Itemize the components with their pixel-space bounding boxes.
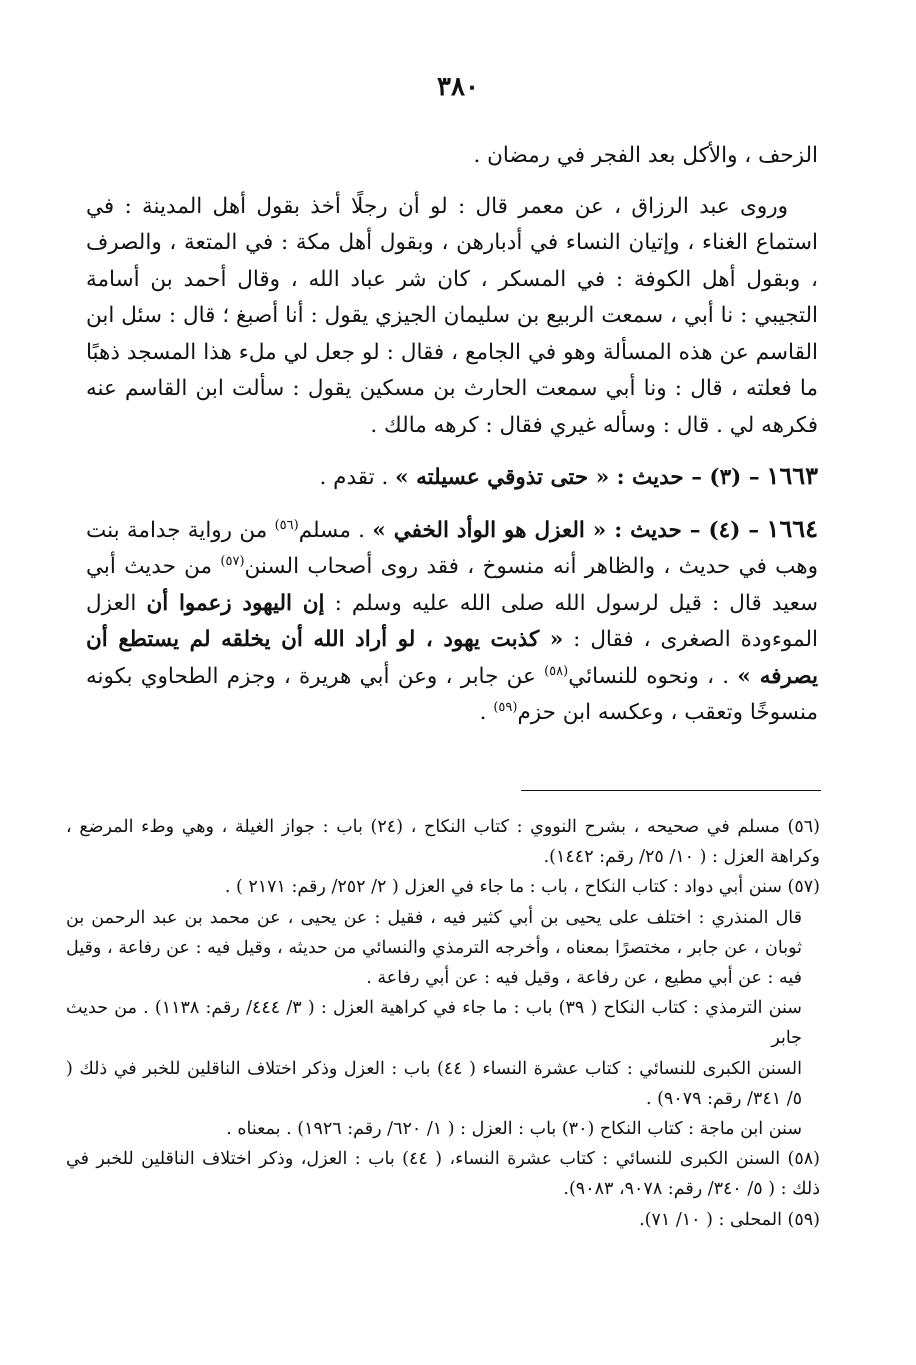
hadith-heading: – (٤) – حديث : « العزل هو الوأد الخفي » xyxy=(372,517,760,543)
footnote-57-continued: السنن الكبرى للنسائي : كتاب عشرة النساء ( ٤٤) باب : العزل وذكر اختلاف الناقلين للخبر في ذلك ( ٥/ ٣٤١/ رقم: ٩٠٧٩) . xyxy=(66,1058,802,1109)
footnote-57-continued: قال المنذري : اختلف على يحيى بن أبي كثير فيه ، فقيل : عن يحيى ، عن محمد بن عبد الرحمن بن ثوبان ، عن جابر ، مختصرًا بمعناه ، وأخرجه الترمذي والنسائي من حديثه ، وقيل فيه : عن رفاعة ، وقيل فيه : عن أبي مطيع ، عن رفاعة ، وقيل فيه : عن أبي رفاعة . xyxy=(66,907,802,989)
hadith-1664 xyxy=(86,511,818,732)
bold-quote: « كذبت يهود ، لو أراد الله أن يخلقه لم يستطع أن يصرفه » xyxy=(86,627,818,689)
text-segment: . xyxy=(479,700,487,725)
footnote-57-continued: سنن ابن ماجة : كتاب النكاح (٣٠) باب : العزل : ( ١/ ٦٢٠/ رقم: ١٩٢٦) . بمعناه . xyxy=(226,1119,802,1140)
footnote-ref: (٥٦) xyxy=(274,517,299,533)
main-text xyxy=(86,138,818,732)
text-segment: عن جابر ، وعن أبي هريرة ، وجزم الطحاوي بكونه منسوخًا وتعقب ، وعكسه ابن حزم xyxy=(86,663,818,725)
footnote-ref: (٥٨) xyxy=(544,663,569,679)
paragraph-2: وروى عبد الرزاق ، عن معمر قال : لو أن رجلًا أخذ بقول أهل المدينة : في استماع الغناء ، وإتيان النساء في أدبارهن ، وبقول أهل مكة : في المتعة ، والصرف ، وبقول أهل الكوفة : في المسكر ، كان شر عباد الله ، وقال أحمد بن أسامة التجيبي : نا أبي ، سمعت الربيع بن سليمان الجيزي يقول : أنا أصبغ ؛ قال : سئل ابن القاسم عن هذه المسألة وهو في الجامع ، فقال : لو جعل لي ملء هذا المسجد ذهبًا ما فعلته ، قال : ونا أبي سمعت الحارث بن مسكين يقول : سألت ابن القاسم عنه فكرهه لي . قال : وسأله غيري فقال : كرهه مالك . xyxy=(86,193,818,438)
text-segment: من رواية جدامة بنت وهب في حديث ، والظاهر أنه منسوخ ، فقد روى أصحاب السنن xyxy=(86,517,818,579)
hadith-1663 xyxy=(86,458,818,497)
page-number: ٣٨٠ xyxy=(437,72,479,102)
footnote-57: (٥٧) سنن أبي دواد : كتاب النكاح ، باب : ما جاء في العزل ( ٢/ ٢٥٢/ رقم: ٢١٧١ ) . xyxy=(224,877,820,898)
bold-quote: إن اليهود زعموا أن xyxy=(146,590,325,616)
footnote-57-continued: سنن الترمذي : كتاب النكاح ( ٣٩) باب : ما جاء في كراهية العزل : ( ٣/ ٤٤٤/ رقم: ١١٣٨) . من حديث جابر xyxy=(66,998,802,1049)
text-segment: . ، ونحوه للنسائي xyxy=(568,663,730,689)
footnotes xyxy=(66,812,820,1235)
footnote-58: (٥٨) السنن الكبرى للنسائي : كتاب عشرة النساء، ( ٤٤) باب : العزل، وذكر اختلاف الناقلين للخبر في ذلك : ( ٥/ ٣٤٠/ رقم: ٩٠٧٨، ٩٠٨٣). xyxy=(66,1149,820,1200)
hadith-heading: – (٣) – حديث : « حتى تذوقي عسيلته » xyxy=(395,465,760,490)
hadith-tail: . تقدم . xyxy=(319,465,389,490)
text-segment: من حديث أبي سعيد قال : قيل لرسول الله صلى الله عليه وسلم : xyxy=(86,554,818,616)
hadith-number: ١٦٦٣ xyxy=(766,461,818,490)
footnote-ref: (٥٧) xyxy=(220,553,245,569)
hadith-number: ١٦٦٤ xyxy=(766,513,818,543)
text-segment: العزل الموءودة الصغرى ، فقال : xyxy=(86,590,818,652)
footnote-separator xyxy=(521,790,821,791)
footnote-ref: (٥٩) xyxy=(493,699,518,715)
paragraph-1: الزحف ، والأكل بعد الفجر في رمضان . xyxy=(473,143,818,168)
footnote-59: (٥٩) المحلى : ( ١٠/ ٧١). xyxy=(639,1209,820,1230)
text-segment: . مسلم xyxy=(298,517,365,543)
footnote-56: (٥٦) مسلم في صحيحه ، بشرح النووي : كتاب النكاح ، (٢٤) باب : جواز الغيلة ، وهي وطء المرضع ، وكراهة العزل : ( ١٠/ ٢٥/ رقم: ١٤٤٢). xyxy=(66,817,820,868)
